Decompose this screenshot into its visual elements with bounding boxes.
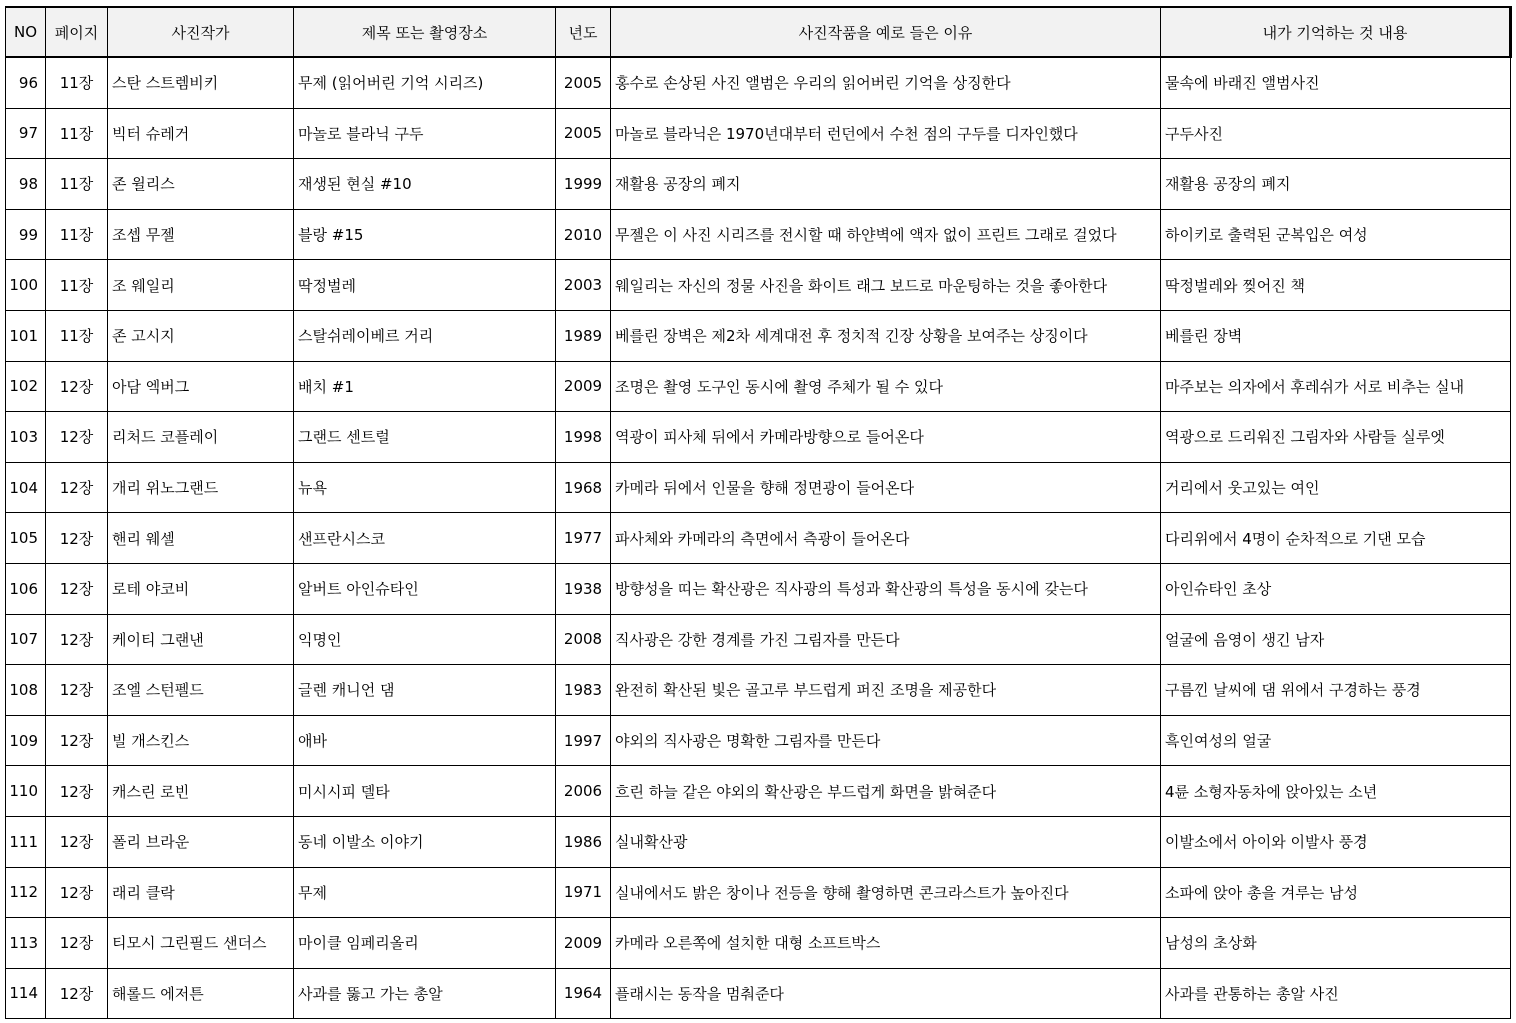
- cell-page[interactable]: 12장: [46, 665, 108, 716]
- cell-no[interactable]: 113: [6, 918, 46, 969]
- cell-page[interactable]: 11장: [46, 159, 108, 210]
- cell-memory[interactable]: 남성의 초상화: [1161, 918, 1511, 969]
- cell-memory[interactable]: 아인슈타인 초상: [1161, 563, 1511, 614]
- cell-reason[interactable]: 카메라 뒤에서 인물을 향해 정면광이 들어온다: [611, 462, 1161, 513]
- cell-year[interactable]: 1986: [556, 816, 611, 867]
- spreadsheet: [5, 6, 1512, 1019]
- cell-no[interactable]: 98: [6, 159, 46, 210]
- cell-no[interactable]: 99: [6, 209, 46, 260]
- table-row: [6, 766, 1511, 817]
- cell-title[interactable]: 마놀로 블라닉 구두: [294, 108, 556, 159]
- cell-reason[interactable]: 카메라 오른쪽에 설치한 대형 소프트박스: [611, 918, 1161, 969]
- cell-author[interactable]: 케이티 그랜낸: [108, 614, 294, 665]
- cell-year[interactable]: 2009: [556, 918, 611, 969]
- cell-title[interactable]: 마이클 임페리올리: [294, 918, 556, 969]
- cell-page[interactable]: 12장: [46, 867, 108, 918]
- cell-author[interactable]: 빌 개스킨스: [108, 715, 294, 766]
- cell-reason[interactable]: 마놀로 블라닉은 1970년대부터 런던에서 수천 점의 구두를 디자인했다: [611, 108, 1161, 159]
- header-title[interactable]: 제목 또는 촬영장소: [294, 7, 556, 57]
- table-row: [6, 563, 1511, 614]
- table-row: [6, 108, 1511, 159]
- cell-title[interactable]: 그랜드 센트럴: [294, 412, 556, 463]
- table-row: [6, 513, 1511, 564]
- table-body: [6, 57, 1511, 1019]
- cell-no[interactable]: 103: [6, 412, 46, 463]
- cell-title[interactable]: 글렌 캐니언 댐: [294, 665, 556, 716]
- cell-page[interactable]: 12장: [46, 715, 108, 766]
- cell-memory[interactable]: 딱정벌레와 찢어진 책: [1161, 260, 1511, 311]
- cell-memory[interactable]: 물속에 바래진 앨범사진: [1161, 57, 1511, 108]
- cell-title[interactable]: 무제: [294, 867, 556, 918]
- cell-author[interactable]: 존 윌리스: [108, 159, 294, 210]
- cell-page[interactable]: 12장: [46, 513, 108, 564]
- cell-author[interactable]: 폴리 브라운: [108, 816, 294, 867]
- cell-memory[interactable]: 베를린 장벽: [1161, 310, 1511, 361]
- table-row: [6, 462, 1511, 513]
- cell-title[interactable]: 스탈쉬레이베르 거리: [294, 310, 556, 361]
- table-row: [6, 310, 1511, 361]
- cell-author[interactable]: 조셉 무젤: [108, 209, 294, 260]
- cell-no[interactable]: 100: [6, 260, 46, 311]
- cell-page[interactable]: 12장: [46, 816, 108, 867]
- cell-title[interactable]: 애바: [294, 715, 556, 766]
- cell-reason[interactable]: 역광이 피사체 뒤에서 카메라방향으로 들어온다: [611, 412, 1161, 463]
- cell-author[interactable]: 조엘 스턴펠드: [108, 665, 294, 716]
- cell-title[interactable]: 배치 #1: [294, 361, 556, 412]
- header-reason[interactable]: 사진작품을 예로 들은 이유: [611, 7, 1161, 57]
- cell-author[interactable]: 개리 위노그랜드: [108, 462, 294, 513]
- cell-author[interactable]: 해롤드 에저튼: [108, 968, 294, 1019]
- cell-no[interactable]: 108: [6, 665, 46, 716]
- cell-reason[interactable]: 플래시는 동작을 멈춰준다: [611, 968, 1161, 1019]
- cell-year[interactable]: 1989: [556, 310, 611, 361]
- cell-page[interactable]: 12장: [46, 412, 108, 463]
- cell-no[interactable]: 110: [6, 766, 46, 817]
- header-author[interactable]: 사진작가: [108, 7, 294, 57]
- header-row: [6, 7, 1511, 57]
- cell-no[interactable]: 102: [6, 361, 46, 412]
- cell-no[interactable]: 111: [6, 816, 46, 867]
- cell-no[interactable]: 112: [6, 867, 46, 918]
- cell-reason[interactable]: 실내확산광: [611, 816, 1161, 867]
- cell-year[interactable]: 2003: [556, 260, 611, 311]
- cell-memory[interactable]: 재활용 공장의 폐지: [1161, 159, 1511, 210]
- cell-page[interactable]: 11장: [46, 260, 108, 311]
- cell-reason[interactable]: 실내에서도 밝은 창이나 전등을 향해 촬영하면 콘크라스트가 높아진다: [611, 867, 1161, 918]
- cell-no[interactable]: 96: [6, 57, 46, 108]
- cell-reason[interactable]: 홍수로 손상된 사진 앨범은 우리의 읽어버린 기억을 상징한다: [611, 57, 1161, 108]
- cell-year[interactable]: 1999: [556, 159, 611, 210]
- cell-page[interactable]: 11장: [46, 310, 108, 361]
- cell-year[interactable]: 1971: [556, 867, 611, 918]
- cell-page[interactable]: 12장: [46, 766, 108, 817]
- cell-memory[interactable]: 다리위에서 4명이 순차적으로 기댄 모습: [1161, 513, 1511, 564]
- cell-no[interactable]: 107: [6, 614, 46, 665]
- cell-page[interactable]: 12장: [46, 614, 108, 665]
- cell-year[interactable]: 1964: [556, 968, 611, 1019]
- cell-memory[interactable]: 얼굴에 음영이 생긴 남자: [1161, 614, 1511, 665]
- cell-title[interactable]: 샌프란시스코: [294, 513, 556, 564]
- cell-memory[interactable]: 흑인여성의 얼굴: [1161, 715, 1511, 766]
- cell-author[interactable]: 아담 엑버그: [108, 361, 294, 412]
- cell-author[interactable]: 래리 클락: [108, 867, 294, 918]
- cell-title[interactable]: 재생된 현실 #10: [294, 159, 556, 210]
- cell-memory[interactable]: 구두사진: [1161, 108, 1511, 159]
- header-no[interactable]: NO: [6, 7, 46, 57]
- cell-title[interactable]: 미시시피 델타: [294, 766, 556, 817]
- cell-title[interactable]: 익명인: [294, 614, 556, 665]
- cell-reason[interactable]: 웨일리는 자신의 정물 사진을 화이트 래그 보드로 마운팅하는 것을 좋아한다: [611, 260, 1161, 311]
- cell-memory[interactable]: 마주보는 의자에서 후레쉬가 서로 비추는 실내: [1161, 361, 1511, 412]
- cell-reason[interactable]: 직사광은 강한 경계를 가진 그림자를 만든다: [611, 614, 1161, 665]
- cell-no[interactable]: 109: [6, 715, 46, 766]
- cell-page[interactable]: 12장: [46, 361, 108, 412]
- table-row: [6, 159, 1511, 210]
- cell-title[interactable]: 동네 이발소 이야기: [294, 816, 556, 867]
- cell-title[interactable]: 블랑 #15: [294, 209, 556, 260]
- cell-no[interactable]: 97: [6, 108, 46, 159]
- cell-author[interactable]: 캐스린 로빈: [108, 766, 294, 817]
- cell-author[interactable]: 빅터 슈레거: [108, 108, 294, 159]
- cell-reason[interactable]: 완전히 확산된 빛은 골고루 부드럽게 퍼진 조명을 제공한다: [611, 665, 1161, 716]
- table-row: [6, 260, 1511, 311]
- cell-author[interactable]: 로테 야코비: [108, 563, 294, 614]
- cell-reason[interactable]: 흐린 하늘 같은 야외의 확산광은 부드럽게 화면을 밝혀준다: [611, 766, 1161, 817]
- header-year[interactable]: 년도: [556, 7, 611, 57]
- cell-reason[interactable]: 파사체와 카메라의 측면에서 측광이 들어온다: [611, 513, 1161, 564]
- table-row: [6, 968, 1511, 1019]
- cell-author[interactable]: 스탄 스트렘비키: [108, 57, 294, 108]
- cell-page[interactable]: 12장: [46, 563, 108, 614]
- cell-author[interactable]: 조 웨일리: [108, 260, 294, 311]
- table-row: [6, 209, 1511, 260]
- cell-year[interactable]: 1977: [556, 513, 611, 564]
- cell-page[interactable]: 12장: [46, 918, 108, 969]
- cell-memory[interactable]: 역광으로 드리워진 그림자와 사람들 실루엣: [1161, 412, 1511, 463]
- cell-title[interactable]: 무제 (읽어버린 기억 시리즈): [294, 57, 556, 108]
- cell-year[interactable]: 1983: [556, 665, 611, 716]
- table-row: [6, 361, 1511, 412]
- cell-author[interactable]: 리처드 코플레이: [108, 412, 294, 463]
- cell-reason[interactable]: 무젤은 이 사진 시리즈를 전시할 때 하얀벽에 액자 없이 프린트 그래로 걸었다: [611, 209, 1161, 260]
- cell-year[interactable]: 1997: [556, 715, 611, 766]
- cell-author[interactable]: 핸리 웨셀: [108, 513, 294, 564]
- cell-page[interactable]: 12장: [46, 968, 108, 1019]
- cell-memory[interactable]: 소파에 앉아 총을 겨루는 남성: [1161, 867, 1511, 918]
- cell-no[interactable]: 106: [6, 563, 46, 614]
- cell-no[interactable]: 101: [6, 310, 46, 361]
- cell-author[interactable]: 티모시 그린필드 샌더스: [108, 918, 294, 969]
- cell-year[interactable]: 2009: [556, 361, 611, 412]
- cell-page[interactable]: 11장: [46, 209, 108, 260]
- header-page[interactable]: 페이지: [46, 7, 108, 57]
- photo-table: [5, 6, 1512, 1019]
- table-row: [6, 816, 1511, 867]
- cell-memory[interactable]: 사과를 관통하는 총알 사진: [1161, 968, 1511, 1019]
- cell-year[interactable]: 1998: [556, 412, 611, 463]
- table-row: [6, 57, 1511, 108]
- cell-memory[interactable]: 구름낀 날씨에 댐 위에서 구경하는 풍경: [1161, 665, 1511, 716]
- cell-year[interactable]: 2005: [556, 57, 611, 108]
- cell-page[interactable]: 11장: [46, 108, 108, 159]
- table-row: [6, 665, 1511, 716]
- cell-reason[interactable]: 베를린 장벽은 제2차 세계대전 후 정치적 긴장 상황을 보여주는 상징이다: [611, 310, 1161, 361]
- cell-title[interactable]: 알버트 아인슈타인: [294, 563, 556, 614]
- table-row: [6, 867, 1511, 918]
- table-row: [6, 412, 1511, 463]
- cell-title[interactable]: 뉴욕: [294, 462, 556, 513]
- table-row: [6, 715, 1511, 766]
- cell-year[interactable]: 1938: [556, 563, 611, 614]
- cell-memory[interactable]: 하이키로 출력된 군복입은 여성: [1161, 209, 1511, 260]
- cell-no[interactable]: 114: [6, 968, 46, 1019]
- cell-year[interactable]: 2010: [556, 209, 611, 260]
- cell-year[interactable]: 2006: [556, 766, 611, 817]
- table-header: [6, 7, 1511, 57]
- cell-author[interactable]: 존 고시지: [108, 310, 294, 361]
- cell-no[interactable]: 104: [6, 462, 46, 513]
- header-memory[interactable]: 내가 기억하는 것 내용: [1161, 7, 1511, 57]
- table-row: [6, 918, 1511, 969]
- cell-year[interactable]: 2005: [556, 108, 611, 159]
- cell-memory[interactable]: 4륜 소형자동차에 앉아있는 소년: [1161, 766, 1511, 817]
- cell-reason[interactable]: 야외의 직사광은 명확한 그림자를 만든다: [611, 715, 1161, 766]
- table-row: [6, 614, 1511, 665]
- cell-no[interactable]: 105: [6, 513, 46, 564]
- cell-year[interactable]: 1968: [556, 462, 611, 513]
- cell-year[interactable]: 2008: [556, 614, 611, 665]
- cell-reason[interactable]: 방향성을 띠는 확산광은 직사광의 특성과 확산광의 특성을 동시에 갖는다: [611, 563, 1161, 614]
- cell-memory[interactable]: 거리에서 웃고있는 여인: [1161, 462, 1511, 513]
- cell-memory[interactable]: 이발소에서 아이와 이발사 풍경: [1161, 816, 1511, 867]
- cell-page[interactable]: 12장: [46, 462, 108, 513]
- cell-page[interactable]: 11장: [46, 57, 108, 108]
- cell-reason[interactable]: 재활용 공장의 폐지: [611, 159, 1161, 210]
- cell-title[interactable]: 사과를 뚫고 가는 총알: [294, 968, 556, 1019]
- cell-title[interactable]: 딱정벌레: [294, 260, 556, 311]
- cell-reason[interactable]: 조명은 촬영 도구인 동시에 촬영 주체가 될 수 있다: [611, 361, 1161, 412]
